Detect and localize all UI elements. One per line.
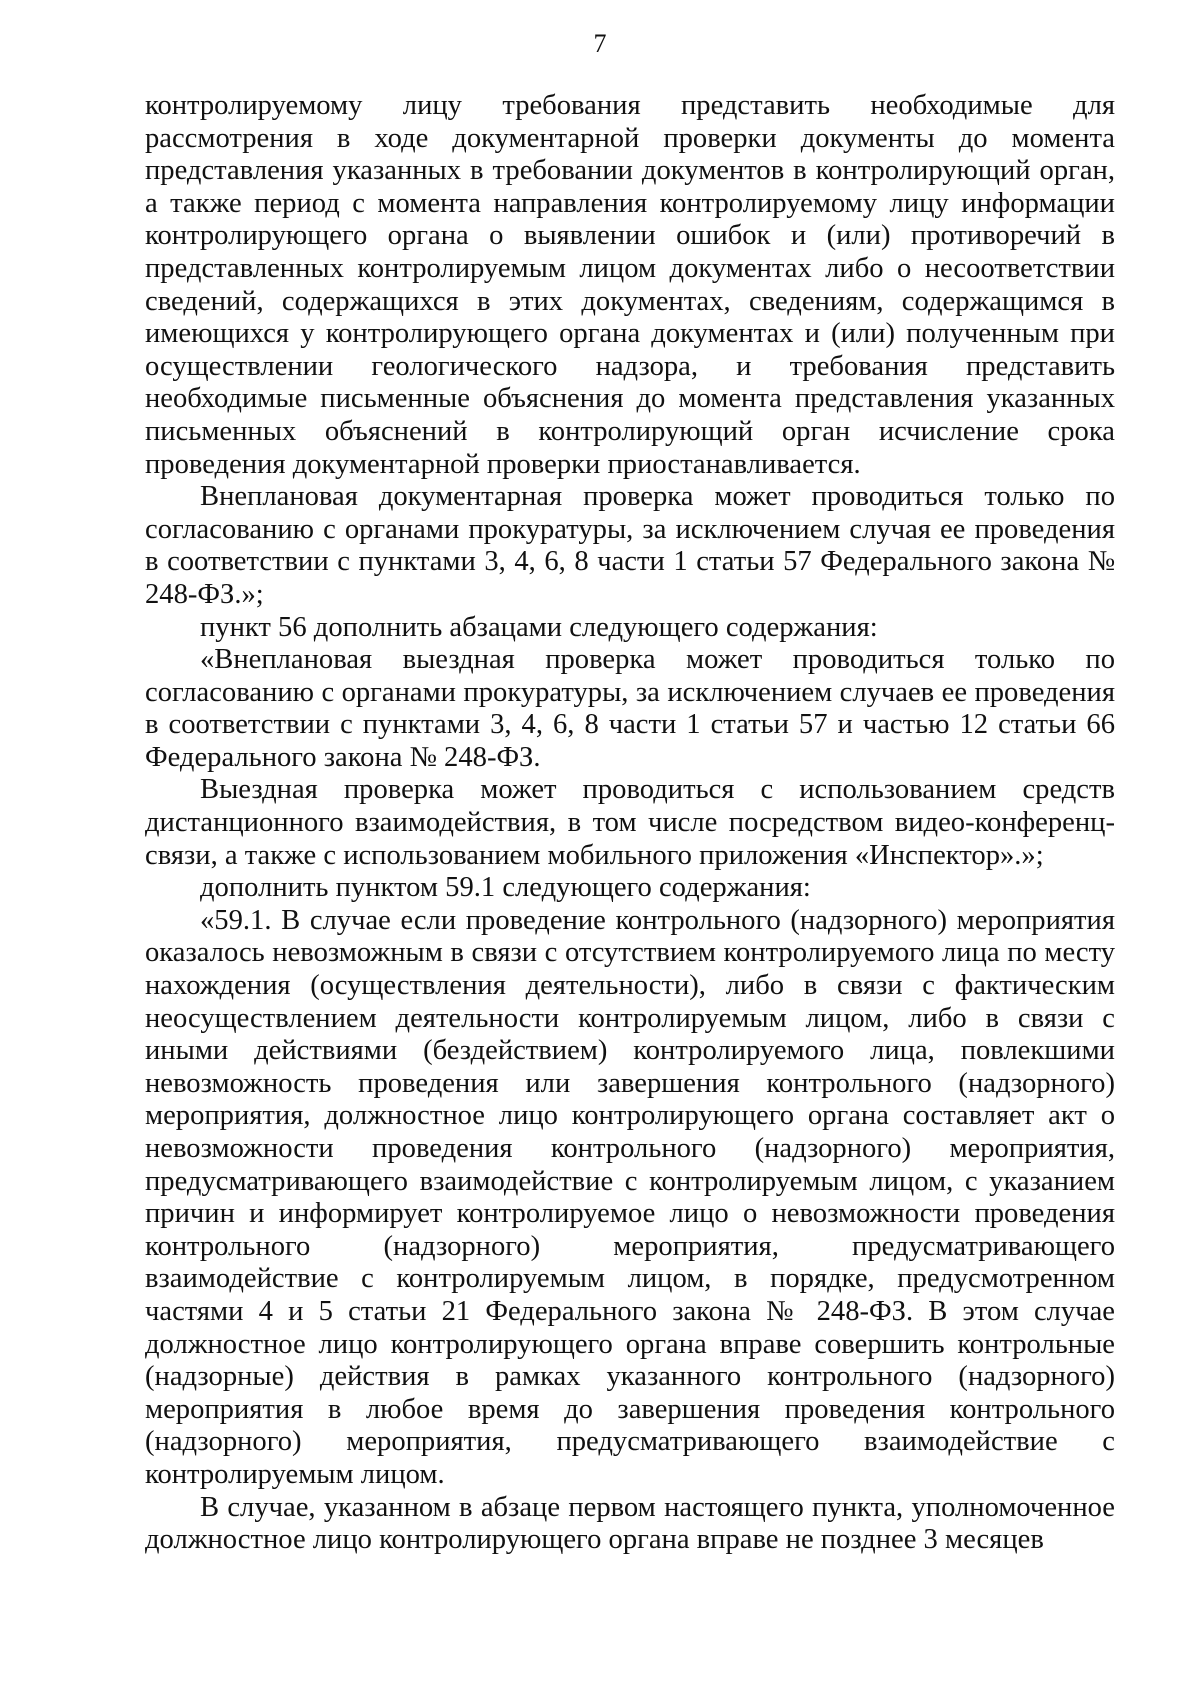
paragraph-7: «59.1. В случае если проведение контрольного (надзорного) мероприятия оказалось невозможным в связи с отсутствием контролируемого лица по месту нахождения (осуществления деятельности), либо в связи с фактическим неосуществлением деятельности контролируемым лицом, либо в связи с иными действиями (бездействием) контролируемого лица, повлекшими невозможность проведения или завершения контрольного (надзорного) мероприятия, должностное лицо контролирующего органа составляет акт о невозможности проведения контрольного (надзорного) мероприятия, предусматривающего взаимодействие с контролируемым лицом, с указанием причин и информирует контролируемое лицо о невозможности проведения контрольного (надзорного) мероприятия, предусматривающего взаимодействие с контролируемым лицом, в порядке, предусмотренном частями 4 и 5 статьи 21 Федерального закона № 248-ФЗ. В этом случае должностное лицо контролирующего органа вправе совершить контрольные (надзорные) действия в рамках указанного контрольного (надзорного) мероприятия в любое время до завершения проведения контрольного (надзорного) мероприятия, предусматривающего взаимодействие с контролируемым лицом.	[145, 904, 1115, 1490]
paragraph-4: «Внеплановая выездная проверка может проводиться только по согласованию с органами прокуратуры, за исключением случаев ее проведения в соответствии с пунктами 3, 4, 6, 8 части 1 статьи 57 и частью 12 статьи 66 Федерального закона № 248-ФЗ.	[145, 644, 1115, 773]
page-number: 7	[593, 29, 607, 58]
paragraph-8: В случае, указанном в абзаце первом настоящего пункта, уполномоченное должностное лицо контролирующего органа вправе не позднее 3 месяцев	[145, 1491, 1115, 1556]
document-body	[145, 90, 1115, 1557]
paragraph-2: Внеплановая документарная проверка может проводиться только по согласованию с органами прокуратуры, за исключением случая ее проведения в соответствии с пунктами 3, 4, 6, 8 части 1 статьи 57 Федерального закона № 248-ФЗ.»;	[145, 481, 1115, 610]
paragraph-6: дополнить пунктом 59.1 следующего содержания:	[200, 872, 811, 904]
paragraph-3: пункт 56 дополнить абзацами следующего содержания:	[200, 611, 878, 643]
paragraph-5: Выездная проверка может проводиться с использованием средств дистанционного взаимодействия, в том числе посредством видео-конференц-связи, а также с использованием мобильного приложения «Инспектор».»;	[145, 774, 1115, 871]
paragraph-1: контролируемому лицу требования представить необходимые для рассмотрения в ходе документарной проверки документы до момента представления указанных в требовании документов в контролирующий орган, а также период с момента направления контролируемому лицу информации контролирующего органа о выявлении ошибок и (или) противоречий в представленных контролируемым лицом документах либо о несоответствии сведений, содержащихся в этих документах, сведениям, содержащимся в имеющихся у контролирующего органа документах и (или) полученным при осуществлении геологического надзора, и требования представить необходимые письменные объяснения до момента представления указанных письменных объяснений в контролирующий орган исчисление срока проведения документарной проверки приостанавливается.	[145, 90, 1115, 480]
